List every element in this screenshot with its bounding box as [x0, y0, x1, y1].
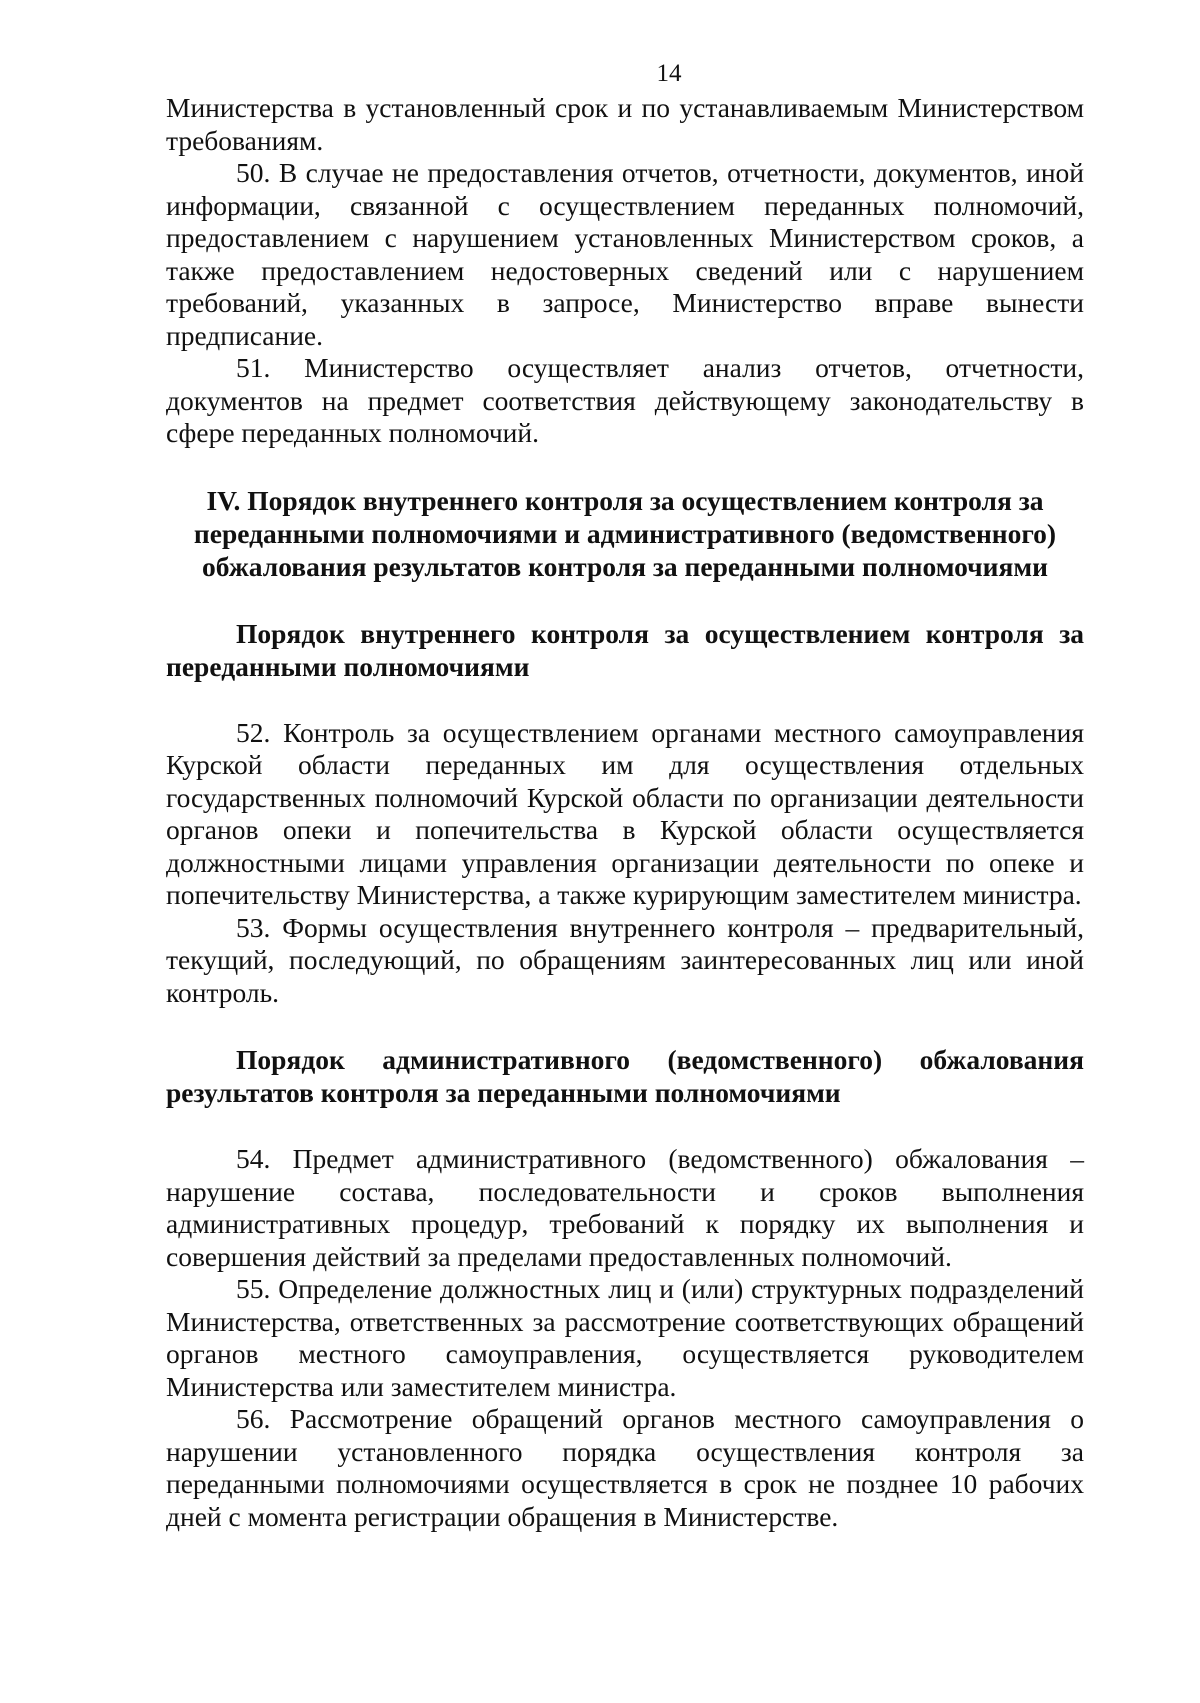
subsection-internal-control-title: Порядок внутреннего контроля за осуществлением контроля за переданными полномочиями	[166, 617, 1084, 682]
paragraph-54: 54. Предмет административного (ведомственного) обжалования – нарушение состава, последовательности и сроков выполнения административных процедур, требований к порядку их выполнения и совершения действий за пределами предоставленных полномочий.	[166, 1143, 1084, 1272]
paragraph-53: 53. Формы осуществления внутреннего контроля – предварительный, текущий, последующий, по обращениям заинтересованных лиц или иной контроль.	[166, 911, 1084, 1008]
paragraph-50: 50. В случае не предоставления отчетов, отчетности, документов, иной информации, связанной с осуществлением переданных полномочий, предоставлением с нарушением установленных Министерством сроков, а также предоставлением недостоверных сведений или с нарушением требований, указанных в запросе, Министерство вправе вынести предписание.	[166, 157, 1084, 351]
paragraph-55: 55. Определение должностных лиц и (или) структурных подразделений Министерства, ответственных за рассмотрение соответствующих обращений органов местного самоуправления, осуществляется руководителем Министерства или заместителем министра.	[166, 1273, 1084, 1402]
document-page	[166, 58, 1084, 1533]
section-iv-title: IV. Порядок внутреннего контроля за осуществлением контроля за переданными полномочиями и административного (ведомственного) обжалования результатов контроля за переданными полномочиями	[193, 484, 1057, 582]
paragraph-49-continuation: Министерства в установленный срок и по устанавливаемым Министерством требованиям.	[166, 92, 1084, 156]
paragraph-56: 56. Рассмотрение обращений органов местного самоуправления о нарушении установленного порядка осуществления контроля за переданными полномочиями осуществляется в срок не позднее 10 рабочих дней с момента регистрации обращения в Министерстве.	[166, 1403, 1084, 1532]
paragraph-51: 51. Министерство осуществляет анализ отчетов, отчетности, документов на предмет соответствия действующему законодательству в сфере переданных полномочий.	[166, 352, 1084, 448]
paragraph-52: 52. Контроль за осуществлением органами местного самоуправления Курской области переданных им для осуществления отдельных государственных полномочий Курской области по организации деятельности органов опеки и попечительства в Курской области осуществляется должностными лицами управления организации деятельности по опеке и попечительству Министерства, а также курирующим заместителем министра.	[166, 716, 1084, 910]
spacer	[166, 1009, 1084, 1043]
spacer	[166, 683, 1084, 717]
page-number: 14	[656, 60, 682, 87]
subsection-appeal-title: Порядок административного (ведомственного) обжалования результатов контроля за переданными полномочиями	[166, 1044, 1084, 1108]
spacer	[166, 1109, 1084, 1143]
spacer	[166, 583, 1084, 617]
spacer	[166, 450, 1084, 484]
